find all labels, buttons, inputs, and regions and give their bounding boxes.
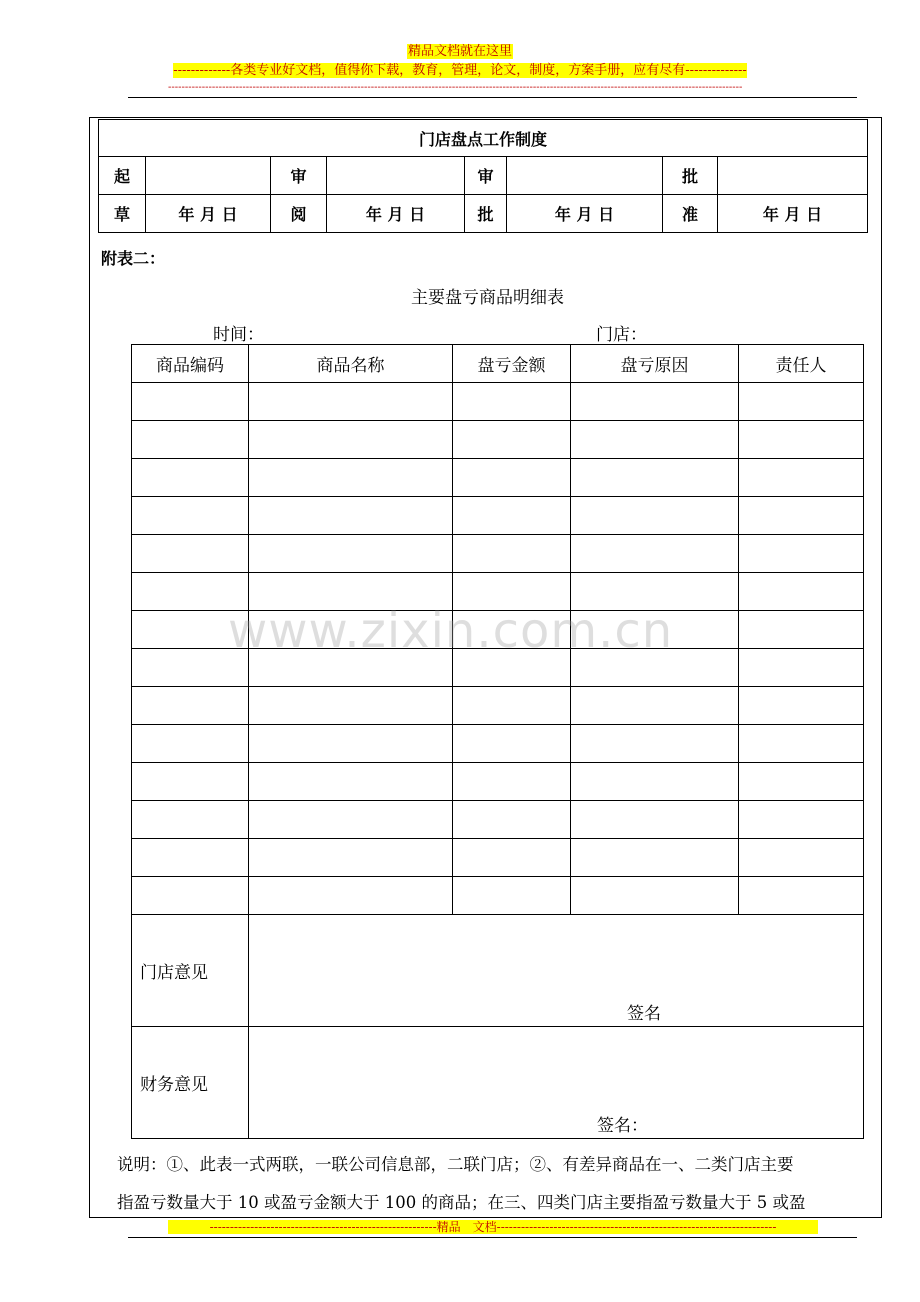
table-cell[interactable] xyxy=(132,839,249,877)
table-cell[interactable] xyxy=(249,763,453,801)
table-cell[interactable] xyxy=(571,763,739,801)
store-opinion-area[interactable] xyxy=(249,915,864,1027)
table-cell[interactable] xyxy=(453,383,571,421)
draft-date[interactable]: 年 月 日 xyxy=(146,195,271,233)
table-row xyxy=(132,687,864,725)
note-paragraph xyxy=(101,1146,877,1222)
table-cell[interactable] xyxy=(249,649,453,687)
table-cell[interactable] xyxy=(453,497,571,535)
table-cell[interactable] xyxy=(132,687,249,725)
audit-label-bottom: 批 xyxy=(465,195,507,233)
draft-signature-cell[interactable] xyxy=(146,157,271,195)
table-cell[interactable] xyxy=(571,839,739,877)
table-cell[interactable] xyxy=(132,877,249,915)
note-line-1: 说明：①、此表一式两联，一联公司信息部，二联门店；②、有差异商品在一、二类门店主要 xyxy=(117,1155,794,1174)
table-cell[interactable] xyxy=(571,877,739,915)
table-cell[interactable] xyxy=(453,801,571,839)
store-sign-label: 签名 xyxy=(627,1004,661,1024)
table-cell[interactable] xyxy=(453,535,571,573)
col-header-owner: 责任人 xyxy=(739,345,864,383)
finance-opinion-area[interactable] xyxy=(249,1027,864,1139)
table-row xyxy=(132,573,864,611)
table-cell[interactable] xyxy=(739,801,864,839)
table-cell[interactable] xyxy=(132,611,249,649)
table-cell[interactable] xyxy=(132,725,249,763)
audit-date[interactable]: 年 月 日 xyxy=(507,195,663,233)
time-label: 时间： xyxy=(213,325,264,345)
table-cell[interactable] xyxy=(571,649,739,687)
review-label-bottom: 阅 xyxy=(271,195,327,233)
table-row xyxy=(132,535,864,573)
store-label: 门店： xyxy=(596,325,647,345)
approve-label-bottom: 准 xyxy=(663,195,718,233)
table-cell[interactable] xyxy=(453,421,571,459)
audit-signature-cell[interactable] xyxy=(507,157,663,195)
audit-label-top: 审 xyxy=(465,157,507,195)
watermark: www.zixin.com.cn xyxy=(228,603,674,659)
loss-detail-table xyxy=(131,344,864,1139)
sheet-title: 主要盘亏商品明细表 xyxy=(411,288,564,308)
draft-label-top: 起 xyxy=(99,157,146,195)
table-cell[interactable] xyxy=(739,535,864,573)
table-row xyxy=(132,497,864,535)
table-cell[interactable] xyxy=(571,611,739,649)
table-cell[interactable] xyxy=(249,421,453,459)
table-cell[interactable] xyxy=(739,877,864,915)
table-cell[interactable] xyxy=(453,459,571,497)
table-cell[interactable] xyxy=(571,497,739,535)
table-row xyxy=(132,459,864,497)
review-label-top: 审 xyxy=(271,157,327,195)
col-header-name: 商品名称 xyxy=(249,345,453,383)
table-cell[interactable] xyxy=(739,421,864,459)
header-rule xyxy=(128,97,857,98)
table-cell[interactable] xyxy=(249,497,453,535)
table-cell[interactable] xyxy=(249,383,453,421)
table-cell[interactable] xyxy=(132,459,249,497)
table-cell[interactable] xyxy=(739,383,864,421)
table-cell[interactable] xyxy=(453,687,571,725)
table-cell[interactable] xyxy=(249,535,453,573)
finance-opinion-label: 财务意见 xyxy=(132,1027,249,1139)
appendix-label: 附表二： xyxy=(101,249,166,268)
table-cell[interactable] xyxy=(132,535,249,573)
table-cell[interactable] xyxy=(453,877,571,915)
table-cell[interactable] xyxy=(739,839,864,877)
table-cell[interactable] xyxy=(132,649,249,687)
table-cell[interactable] xyxy=(132,421,249,459)
footer-rule xyxy=(128,1237,857,1238)
banner-title: 精品文档就在这里 xyxy=(407,44,512,59)
table-cell[interactable] xyxy=(739,497,864,535)
table-row xyxy=(132,383,864,421)
table-row xyxy=(132,725,864,763)
table-cell[interactable] xyxy=(249,459,453,497)
table-cell[interactable] xyxy=(571,421,739,459)
table-row xyxy=(132,839,864,877)
table-cell[interactable] xyxy=(739,611,864,649)
col-header-code: 商品编码 xyxy=(132,345,249,383)
table-cell[interactable] xyxy=(739,687,864,725)
table-cell[interactable] xyxy=(739,725,864,763)
table-cell[interactable] xyxy=(249,801,453,839)
review-date[interactable]: 年 月 日 xyxy=(327,195,465,233)
col-header-amount: 盘亏金额 xyxy=(453,345,571,383)
banner-dashes: -------------------------------------------------------------------------------------------------------------------------------------------------------------------------- xyxy=(168,83,743,93)
store-opinion-label: 门店意见 xyxy=(132,915,249,1027)
table-row xyxy=(132,801,864,839)
footer-banner: --------------------------------------------------------精品 文档--------------------------------------------------------------------- xyxy=(168,1220,818,1234)
approve-signature-cell[interactable] xyxy=(718,157,868,195)
table-cell[interactable] xyxy=(453,725,571,763)
table-cell[interactable] xyxy=(739,763,864,801)
table-body xyxy=(132,383,864,915)
table-cell[interactable] xyxy=(453,649,571,687)
table-cell[interactable] xyxy=(571,459,739,497)
table-cell[interactable] xyxy=(739,459,864,497)
col-header-reason: 盘亏原因 xyxy=(571,345,739,383)
table-cell[interactable] xyxy=(249,725,453,763)
banner-tagline: -------------各类专业好文档，值得你下载，教育，管理，论文，制度，方案手册，应有尽有-------------- xyxy=(173,63,747,78)
table-row xyxy=(132,611,864,649)
table-cell[interactable] xyxy=(571,687,739,725)
table-row xyxy=(132,877,864,915)
table-cell[interactable] xyxy=(453,763,571,801)
approve-date[interactable]: 年 月 日 xyxy=(718,195,868,233)
table-cell[interactable] xyxy=(249,611,453,649)
table-cell[interactable] xyxy=(453,573,571,611)
table-row xyxy=(132,649,864,687)
table-row xyxy=(132,421,864,459)
table-cell[interactable] xyxy=(571,573,739,611)
table-cell[interactable] xyxy=(453,611,571,649)
table-cell[interactable] xyxy=(571,801,739,839)
table-header-row xyxy=(132,345,864,383)
draft-label-bottom: 草 xyxy=(99,195,146,233)
approve-label-top: 批 xyxy=(663,157,718,195)
table-cell[interactable] xyxy=(132,497,249,535)
note-line-2: 指盈亏数量大于 10 或盈亏金额大于 100 的商品；在三、四类门店主要指盈亏数量大于 5 或盈 xyxy=(117,1193,806,1212)
table-row xyxy=(132,763,864,801)
table-cell[interactable] xyxy=(132,801,249,839)
table-cell[interactable] xyxy=(132,573,249,611)
table-cell[interactable] xyxy=(132,383,249,421)
review-signature-cell[interactable] xyxy=(327,157,465,195)
table-cell[interactable] xyxy=(453,839,571,877)
approval-table xyxy=(98,119,868,233)
table-cell[interactable] xyxy=(249,573,453,611)
table-cell[interactable] xyxy=(571,535,739,573)
table-cell[interactable] xyxy=(571,725,739,763)
table-cell[interactable] xyxy=(739,573,864,611)
finance-sign-label: 签名： xyxy=(597,1116,648,1136)
table-cell[interactable] xyxy=(132,763,249,801)
table-cell[interactable] xyxy=(249,839,453,877)
table-cell[interactable] xyxy=(249,687,453,725)
table-cell[interactable] xyxy=(249,877,453,915)
table-cell[interactable] xyxy=(571,383,739,421)
table-cell[interactable] xyxy=(739,649,864,687)
approval-title: 门店盘点工作制度 xyxy=(99,120,868,157)
